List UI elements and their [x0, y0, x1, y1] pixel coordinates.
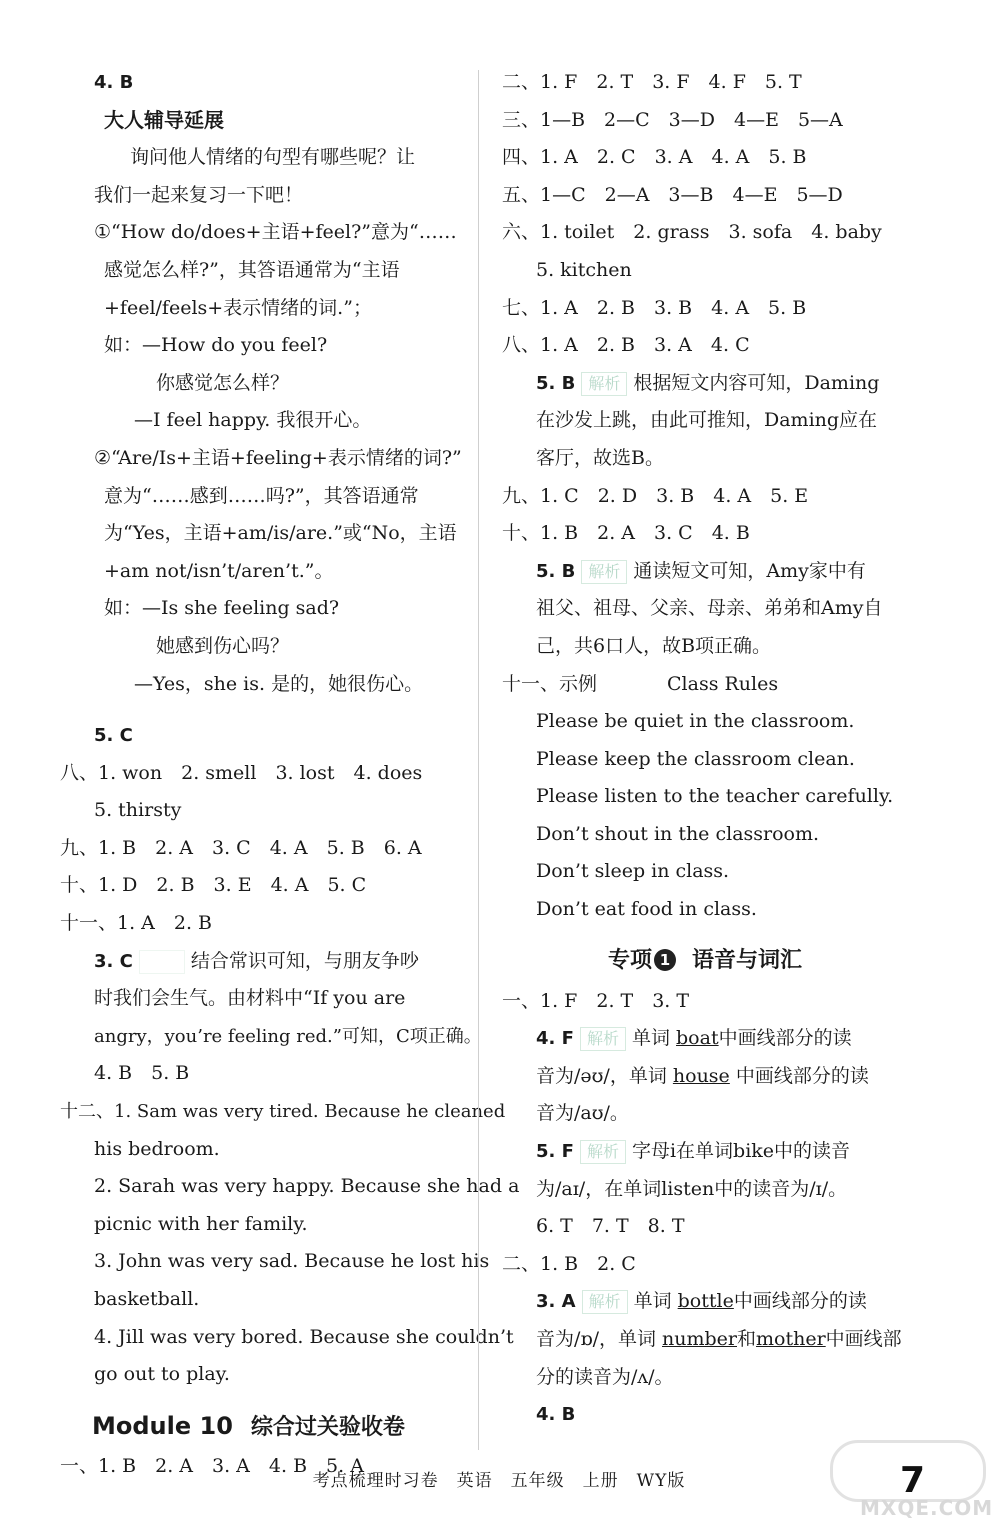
analysis-text: 音为/əʊ/，单词 house 中画线部分的读	[536, 1064, 869, 1087]
left-column	[60, 64, 520, 1485]
answer-line: 五、1—C 2—A 3—B 4—E 5—D	[502, 183, 843, 206]
answer-line: 5. C	[94, 725, 133, 747]
answer-line: 4. B 5. B	[94, 1062, 190, 1085]
analysis-tag: 解析	[580, 1140, 626, 1164]
sample-rule: Don’t eat food in class.	[536, 898, 757, 921]
answer-line: 三、1—B 2—C 3—D 4—E 5—A	[502, 108, 843, 131]
answer-line: 七、1. A 2. B 3. B 4. A 5. B	[502, 296, 807, 319]
sample-rule: Don’t sleep in class.	[536, 860, 730, 883]
column-divider	[478, 70, 479, 1450]
answer-line: 二、1. F 2. T 3. F 4. F 5. T	[502, 71, 802, 93]
analysis-text: 音为/aʊ/。	[536, 1102, 629, 1125]
answer-line: 4. Jill was very bored. Because she couldn’t	[94, 1325, 514, 1348]
tip-text: 我们一起来复习一下吧！	[94, 183, 304, 206]
analysis-text: 分的读音为/ʌ/。	[536, 1365, 674, 1388]
answer-line: 十、1. B 2. A 3. C 4. B	[502, 522, 750, 545]
section-heading: 专项 1 语音与词汇	[608, 947, 803, 973]
tip-example: —Yes，she is. 是的，她很伤心。	[134, 672, 424, 695]
tip-text: ②“Are/Is+主语+feeling+表示情绪的词?”	[94, 446, 462, 469]
module-heading: Module 10 综合过关验收卷	[92, 1411, 405, 1440]
tip-text: 为“Yes，主语+am/is/are.”或“No，主语	[104, 522, 457, 545]
sample-rule: Don’t shout in the classroom.	[536, 822, 820, 845]
answer-line: 6. T 7. T 8. T	[536, 1215, 685, 1238]
answer-line: 十、1. D 2. B 3. E 4. A 5. C	[60, 874, 367, 897]
analysis-text: 客厅，故选B。	[536, 446, 664, 469]
tip-text: 意为“……感到……吗?”，其答语通常	[104, 484, 419, 507]
page-footer: 考点梳理时习卷 英语 五年级 上册 WY版	[312, 1471, 686, 1491]
answer-line: 八、1. won 2. smell 3. lost 4. does	[60, 761, 423, 784]
tip-example: 你感觉怎么样？	[156, 371, 290, 394]
sample-rule: Please keep the classroom clean.	[536, 747, 855, 770]
tip-example: 她感到伤心吗？	[156, 634, 290, 657]
tip-example: —I feel happy. 我很开心。	[134, 409, 372, 432]
analysis-tag: 解析	[581, 372, 627, 396]
answer-line: 十一、示例 Class Rules	[502, 672, 779, 695]
answer-line: 一、1. F 2. T 3. T	[502, 989, 690, 1012]
tip-heading: 大人辅导延展	[104, 107, 224, 132]
watermark-text: MXQE.COM	[860, 1496, 994, 1520]
tip-text: +am not/isn’t/aren’t.”。	[104, 559, 334, 582]
tip-text: 感觉怎么样?”，其答语通常为“主语	[104, 258, 400, 281]
right-column	[502, 64, 932, 1434]
tip-text: +feel/feels+表示情绪的词.”；	[104, 296, 372, 319]
answer-line: 十一、1. A 2. B	[60, 912, 213, 935]
answer-line: 九、1. C 2. D 3. B 4. A 5. E	[502, 484, 809, 507]
answer-line: 5. B 解析 通读短文可知，Amy家中有	[536, 559, 866, 582]
answer-line: 八、1. A 2. B 3. A 4. C	[502, 334, 750, 357]
analysis-text: 在沙发上跳，由此可推知，Daming应在	[536, 409, 878, 432]
page-number: 7	[900, 1460, 926, 1501]
tip-text: ①“How do/does+主语+feel?”意为“……	[94, 221, 457, 244]
answer-line: 一、1. B 2. A 3. A 4. B 5. A	[60, 1454, 364, 1477]
answer-line: basketball.	[94, 1288, 200, 1310]
answer-line: 2. Sarah was very happy. Because she had a	[94, 1175, 520, 1198]
answer-line: 六、1. toilet 2. grass 3. sofa 4. baby	[502, 221, 882, 244]
answer-line: picnic with her family.	[94, 1212, 308, 1235]
answer-line: his bedroom.	[94, 1137, 220, 1160]
analysis-text: 己，共6口人，故B项正确。	[536, 634, 772, 657]
tip-example: 如：—How do you feel?	[104, 334, 328, 357]
tip-example: 如：—Is she feeling sad?	[104, 597, 340, 620]
answer-line: 3. John was very sad. Because he lost his	[94, 1250, 490, 1273]
sample-rule: Please be quiet in the classroom.	[536, 710, 855, 733]
answer-line: 3. A 解析 单词 bottle中画线部分的读	[536, 1290, 867, 1313]
answer-line: 4. F 解析 单词 boat中画线部分的读	[536, 1027, 852, 1050]
answer-line: 二、1. B 2. C	[502, 1252, 636, 1275]
analysis-text: 为/aɪ/，在单词listen中的读音为/ɪ/。	[536, 1177, 848, 1200]
answer-line: go out to play.	[94, 1363, 230, 1386]
answer-line: 3. C 结合常识可知，与朋友争吵	[94, 949, 419, 972]
answer-line: 九、1. B 2. A 3. C 4. A 5. B 6. A	[60, 836, 422, 859]
answer-line: 4. B	[94, 72, 134, 93]
analysis-tag	[139, 950, 185, 974]
tip-text: 询问他人情绪的句型有哪些呢？让	[130, 146, 416, 169]
answer-line: 5. B 解析 根据短文内容可知，Daming	[536, 371, 880, 394]
analysis-tag: 解析	[580, 1027, 626, 1051]
answer-line: 四、1. A 2. C 3. A 4. A 5. B	[502, 146, 807, 169]
answer-line: 5. thirsty	[94, 799, 182, 822]
answer-line: 5. kitchen	[536, 258, 632, 281]
analysis-tag: 解析	[582, 1290, 628, 1314]
analysis-text: 祖父、祖母、父亲、母亲、弟弟和Amy自	[536, 597, 883, 620]
answer-line: 十二、1. Sam was very tired. Because he cleaned	[60, 1101, 506, 1123]
analysis-tag: 解析	[581, 560, 627, 584]
analysis-text: 音为/ɒ/，单词 number和mother中画线部	[536, 1328, 902, 1350]
sample-rule: Please listen to the teacher carefully.	[536, 785, 894, 808]
analysis-text: angry，you’re feeling red.”可知，C项正确。	[94, 1025, 482, 1047]
answer-line: 4. B	[536, 1404, 576, 1426]
answer-line: 5. F 解析 字母i在单词bike中的读音	[536, 1140, 851, 1163]
analysis-text: 时我们会生气。由材料中“If you are	[94, 987, 406, 1010]
